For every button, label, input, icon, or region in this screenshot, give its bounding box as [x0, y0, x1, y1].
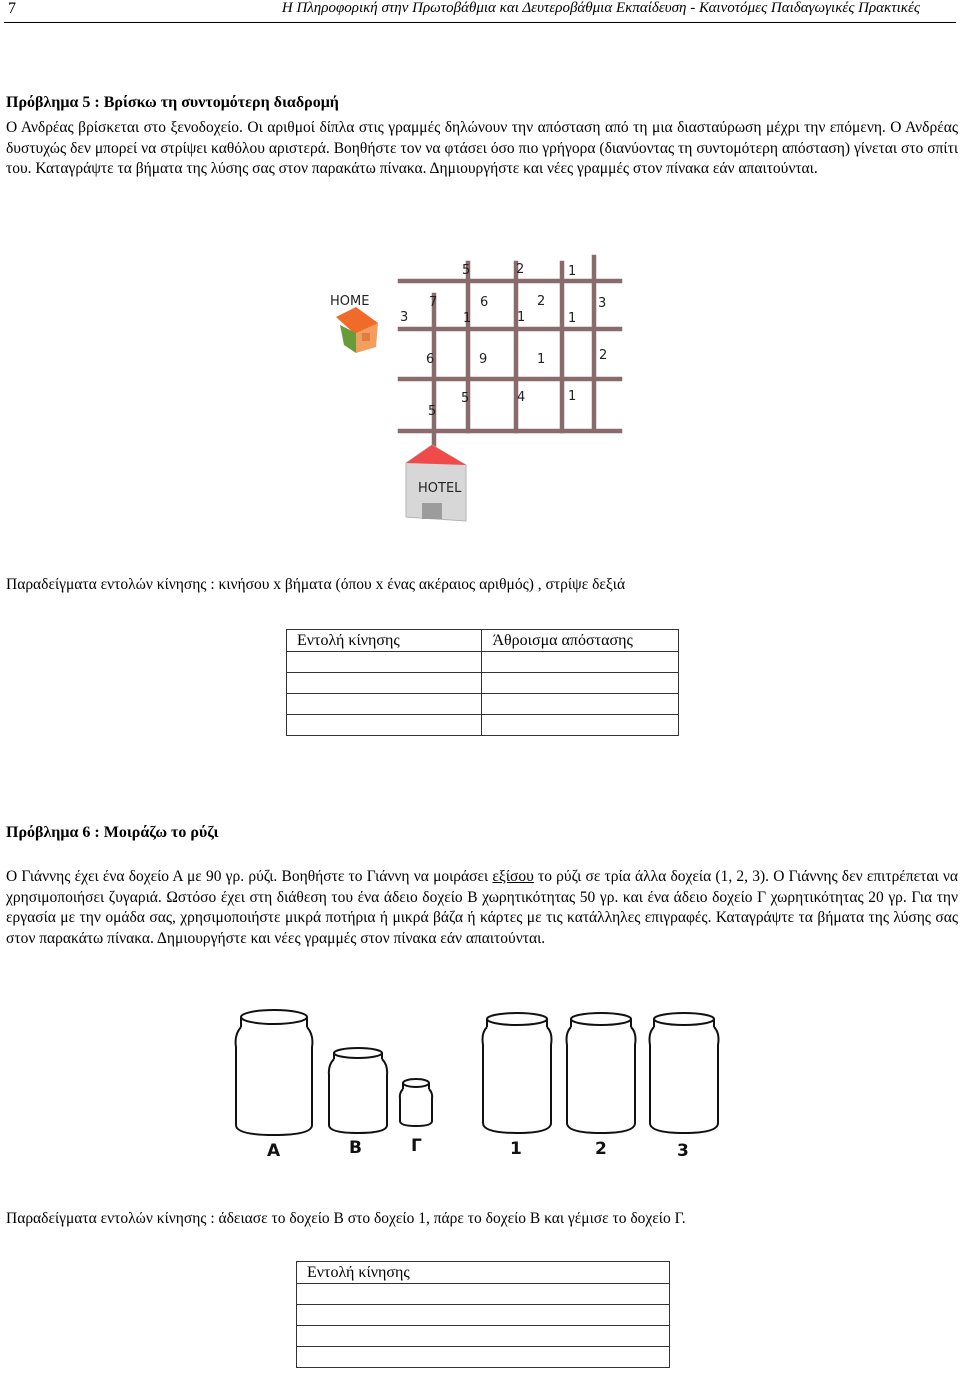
problem6-table: [296, 1261, 670, 1368]
table-header-distance: Άθροισμα απόστασης: [482, 630, 679, 652]
jar-b: [329, 1048, 387, 1133]
dist-label: 9: [479, 352, 488, 367]
table-cell[interactable]: [287, 652, 482, 673]
table-row: [287, 715, 679, 736]
table-cell[interactable]: [297, 1326, 670, 1347]
jar-label: 3: [677, 1141, 689, 1161]
home-label: HOME: [330, 294, 370, 309]
dist-label: 2: [537, 294, 546, 309]
table-cell[interactable]: [297, 1347, 670, 1368]
dist-label: 1: [568, 389, 577, 404]
table-row: [287, 694, 679, 715]
table-cell[interactable]: [482, 694, 679, 715]
dist-label: 1: [463, 311, 472, 326]
jar-2: [567, 1013, 636, 1133]
home-icon: [336, 307, 378, 353]
table-cell[interactable]: [482, 715, 679, 736]
table-cell[interactable]: [287, 673, 482, 694]
problem6-examples: Παραδείγματα εντολών κίνησης : άδειασε το δοχείο Β στο δοχείο 1, πάρε το δοχείο Β και γέμισε το δοχείο Γ.: [6, 1210, 686, 1227]
jar-label: Γ: [411, 1136, 422, 1156]
jar-1: [483, 1013, 552, 1133]
problem5-table: [286, 629, 679, 736]
table-row: [287, 673, 679, 694]
jar-a: [236, 1010, 313, 1135]
jar-g: [400, 1079, 432, 1126]
table-row: [287, 652, 679, 673]
dist-label: 2: [599, 348, 608, 363]
jars-illustration: [230, 1003, 730, 1168]
dist-label: 5: [462, 263, 471, 278]
dist-label: 4: [517, 390, 526, 405]
table-row: [297, 1305, 670, 1326]
dist-label: 2: [516, 262, 525, 277]
table-row: [297, 1326, 670, 1347]
dist-label: 1: [537, 352, 546, 367]
jar-label: 1: [510, 1139, 522, 1159]
underlined-word: εξίσου: [492, 868, 534, 885]
table-cell[interactable]: [297, 1284, 670, 1305]
dist-label: 1: [568, 264, 577, 279]
dist-label: 6: [426, 352, 435, 367]
problem5-title: Πρόβλημα 5 : Βρίσκω τη συντομότερη διαδρομή: [6, 94, 339, 111]
jar-3: [650, 1013, 719, 1133]
running-header: Η Πληροφορική στην Πρωτοβάθμια και Δευτεροβάθμια Εκπαίδευση - Καινοτόμες Παιδαγωγικές Πρακτικές: [281, 0, 920, 16]
jar-label: Β: [349, 1138, 362, 1158]
table-row: [297, 1347, 670, 1368]
dist-label: 5: [461, 391, 470, 406]
dist-label: 5: [428, 404, 437, 419]
problem6-text: Ο Γιάννης έχει ένα δοχείο Α με 90 γρ. ρύζι. Βοηθήστε το Γιάννη να μοιράσει εξίσου το ρύζι σε τρία άλλα δοχεία (1, 2, 3). Ο Γιάννης δεν επιτρέπεται να χρησιμοποιήσει ζυγαριά. Ωστόσο έχει στη διάθεση του ένα άδειο δοχείο Β χωρητικότητας 50 γρ. και ένα άδειο δοχείο Γ χωρητικότητας 20 γρ. Για την εργασία με την ομάδα σας, χρησιμοποιήστε μικρά ποτήρια ή μικρά βάζα ή κάρτες με τις κατάλληλες επιγραφές. Καταγράψτε τα βήματα της λύσης σας στον παρακάτω πίνακα. Δημιουργήστε και νέες γραμμές στον πίνακα εάν απαιτούνται.: [6, 868, 959, 947]
problem5-text: Ο Ανδρέας βρίσκεται στο ξενοδοχείο. Οι αριθμοί δίπλα στις γραμμές δηλώνουν την απόσταση από τη μια διασταύρωση μέχρι την επόμενη. Ο Ανδρέας δυστυχώς δεν μπορεί να στρίψει καθόλου αριστερά. Βοηθήστε τον να φτάσει όσο πιο γρήγορα (διανύοντας τη συντομότερη απόσταση) γίνεται στο σπίτι του. Καταγράψτε τα βήματα της λύσης σας στον παρακάτω πίνακα. Δημιουργήστε και νέες γραμμές στον πίνακα εάν απαιτούνται.: [6, 119, 958, 177]
dist-label: 1: [517, 310, 526, 325]
table-row: [297, 1284, 670, 1305]
table-cell[interactable]: [482, 673, 679, 694]
header-rule: [4, 22, 956, 23]
dist-label: 7: [429, 295, 438, 310]
table-cell[interactable]: [287, 715, 482, 736]
table-cell[interactable]: [297, 1305, 670, 1326]
table-cell[interactable]: [287, 694, 482, 715]
dist-label: 6: [480, 295, 489, 310]
table-cell[interactable]: [482, 652, 679, 673]
table-header-command: Εντολή κίνησης: [287, 630, 482, 652]
dist-label: 1: [568, 311, 577, 326]
table-header-command: Εντολή κίνησης: [297, 1262, 670, 1284]
street-map: [320, 245, 630, 530]
jar-label: Α: [267, 1141, 281, 1161]
jar-label: 2: [595, 1139, 607, 1159]
dist-label: 3: [598, 296, 607, 311]
page-number: 7: [8, 0, 16, 17]
problem5-examples: Παραδείγματα εντολών κίνησης : κινήσου x βήματα (όπου x ένας ακέραιος αριθμός) , στρίψε δεξιά: [6, 576, 626, 593]
hotel-label: HOTEL: [418, 481, 462, 496]
problem6-title: Πρόβλημα 6 : Μοιράζω το ρύζι: [6, 824, 219, 841]
dist-label: 3: [400, 310, 409, 325]
